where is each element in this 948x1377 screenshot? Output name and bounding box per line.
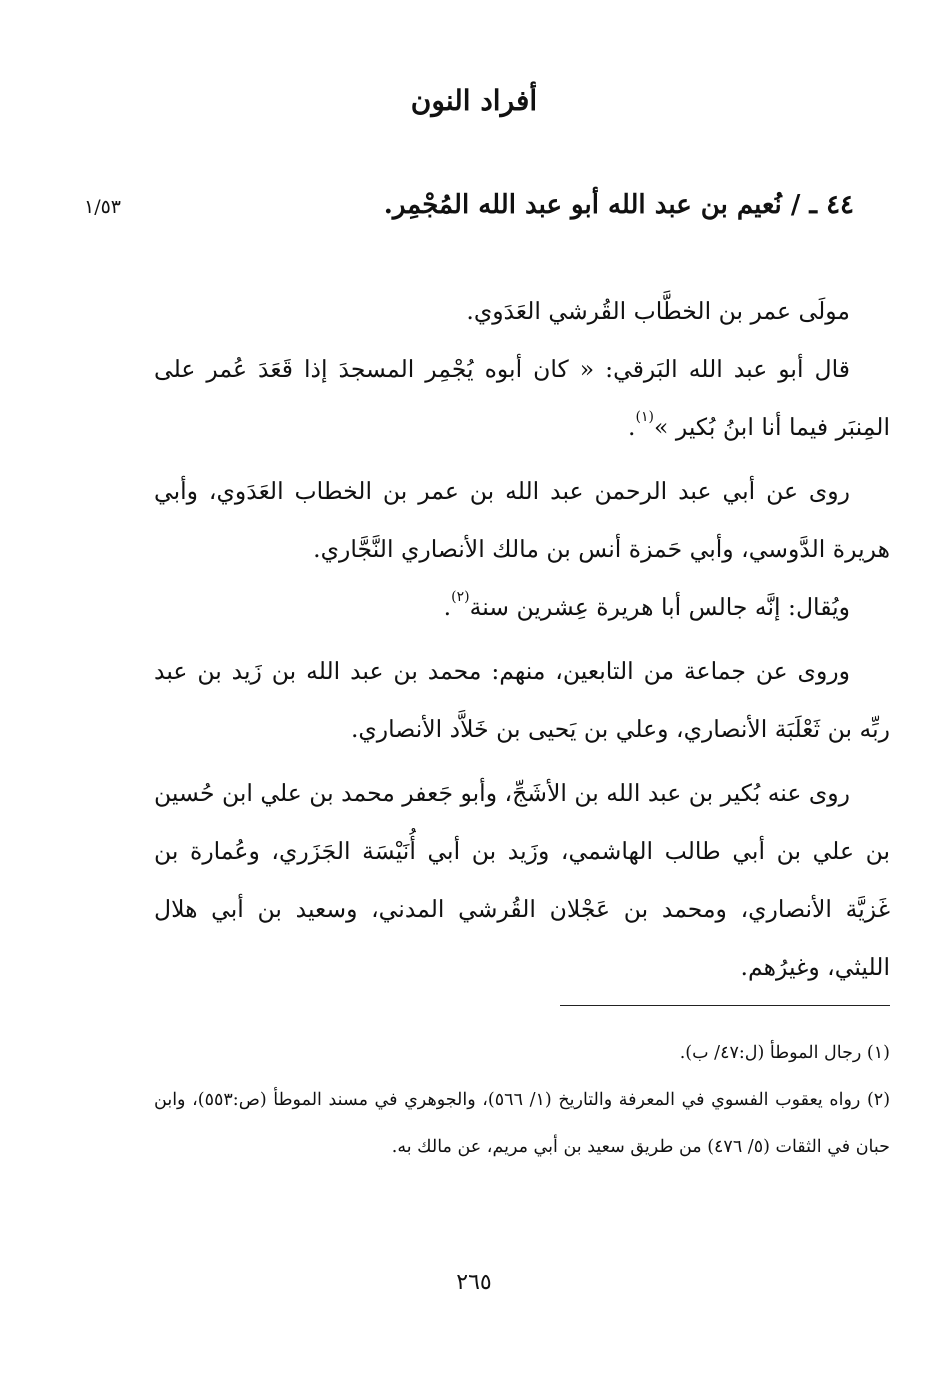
paragraph-text: ويُقال: إنَّه جالس أبا هريرة عِشرين سنة bbox=[469, 593, 850, 621]
entry-body bbox=[154, 282, 890, 996]
paragraph-barqi-quote bbox=[154, 340, 890, 456]
page-number: ٢٦٥ bbox=[456, 1270, 492, 1295]
footnote-1: (١) رجال الموطأ (ل:٤٧/ ب). bbox=[679, 1043, 890, 1063]
paragraph-text: مولَى عمر بن الخطَّاب القُرشي العَدَوي. bbox=[466, 297, 850, 325]
paragraph-patronage bbox=[154, 282, 890, 340]
paragraph-narrated-from bbox=[154, 462, 890, 578]
paragraph-text: وروى عن جماعة من التابعين، منهم: محمد بن عبد الله بن زَيد بن عبد ربِّه بن ثَعْلَبَة الأنصاري، وعلي بن يَحيى بن خَلاَّد الأنصاري. bbox=[154, 657, 890, 743]
paragraph-text: روى عن أبي عبد الرحمن عبد الله بن عمر بن الخطاب العَدَوي، وأبي هريرة الدَّوسي، وأبي حَمزة أنس بن مالك الأنصاري النَّجَّاري. bbox=[154, 477, 890, 563]
paragraph-text: قال أبو عبد الله البَرقي: « كان أبوه يُجْمِر المسجدَ إذا قَعَدَ عُمر على المِنبَر فيما أنا ابنُ بُكير » bbox=[154, 355, 890, 441]
chapter-title: أفراد النون bbox=[410, 84, 538, 117]
entry-heading: ٤٤ ـ / نُعيم بن عبد الله أبو عبد الله المُجْمِر. bbox=[383, 190, 854, 220]
paragraph-tail: . bbox=[628, 413, 636, 441]
footnote-divider bbox=[560, 1005, 890, 1006]
margin-reference: ١/٥٣ bbox=[84, 196, 122, 218]
paragraph-tabiin bbox=[154, 642, 890, 758]
footnote-2: (٢) رواه يعقوب الفسوي في المعرفة والتاريخ (١/ ٥٦٦)، والجوهري في مسند الموطأ (ص:٥٥٣)، وابن حبان في الثقات (٥/ ٤٧٦) من طريق سعيد بن أبي مريم، عن مالك به. bbox=[154, 1090, 891, 1157]
footnotes bbox=[154, 1030, 890, 1171]
paragraph-narrated-by bbox=[154, 764, 890, 996]
paragraph-text: روى عنه بُكير بن عبد الله بن الأشَجِّ، وأبو جَعفر محمد بن علي ابن حُسين بن علي بن أبي طالب الهاشمي، وزَيد بن أبي أُنَيْسَة الجَزَري، وعُمارة بن غَزيَّة الأنصاري، ومحمد بن عَجْلان القُرشي المدني، وسعيد بن أبي هلال الليثي، وغيرُهم. bbox=[154, 779, 890, 981]
paragraph-abu-hurayra bbox=[154, 578, 890, 636]
paragraph-tail: . bbox=[443, 593, 452, 621]
footnote-marker[interactable]: (٢) bbox=[451, 589, 470, 605]
footnote-marker[interactable]: (١) bbox=[635, 409, 654, 425]
